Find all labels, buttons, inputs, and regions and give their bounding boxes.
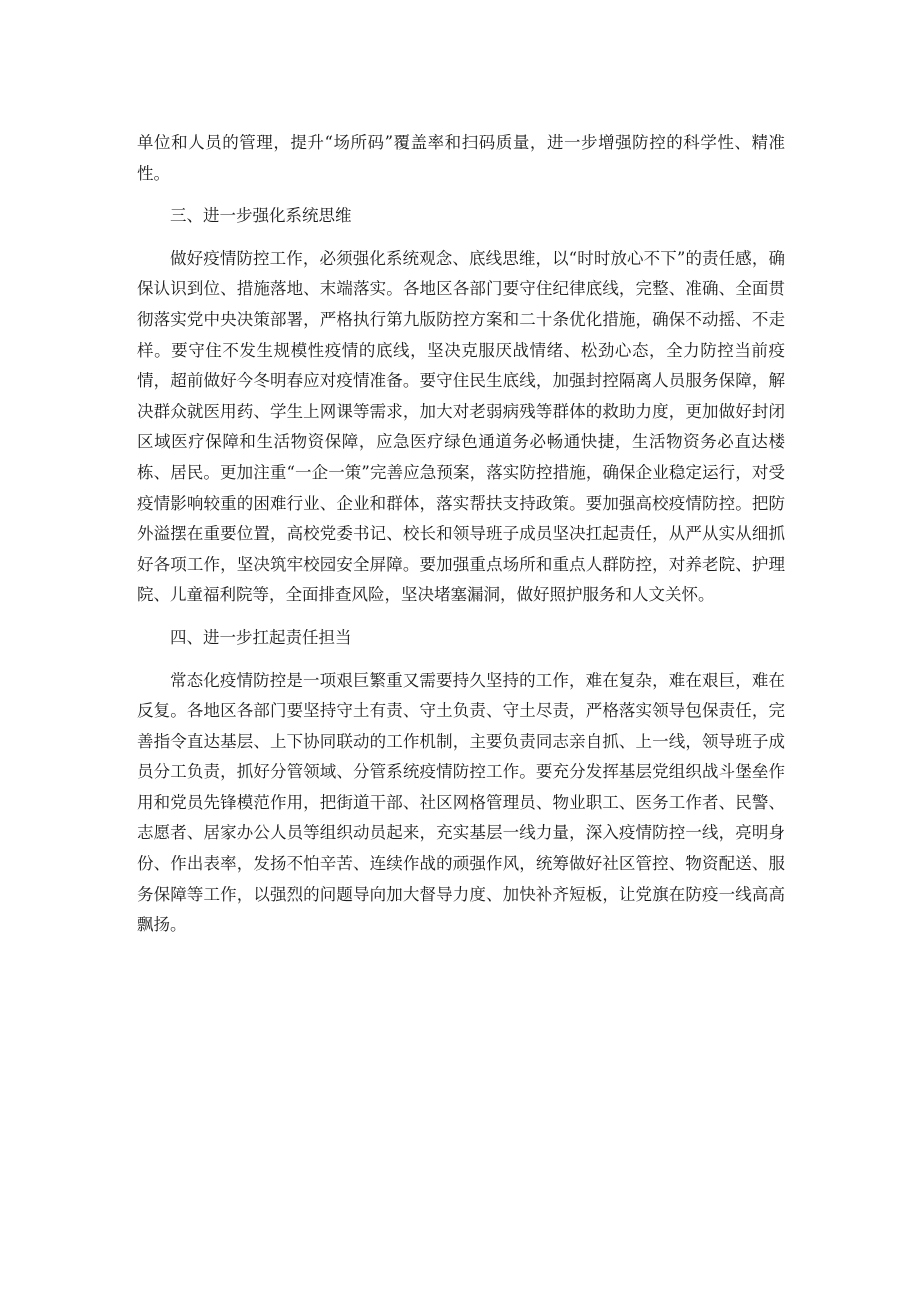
spacer (137, 654, 785, 666)
spacer (137, 232, 785, 244)
section-4-paragraph: 常态化疫情防控是一项艰巨繁重又需要持久坚持的工作，难在复杂，难在艰巨，难在反复。各地区各部门要坚持守土有责、守土负责、守土尽责，严格落实领导包保责任，完善指令直达基层、上下协同联动的工作机制，主要负责同志亲自抓、上一线，领导班子成员分工负责，抓好分管领域、分管系统疫情防控工作。要充分发挥基层党组织战斗堡垒作用和党员先锋模范作用，把街道干部、社区网格管理员、物业职工、医务工作者、民警、志愿者、居家办公人员等组织动员起来，充实基层一线力量，深入疫情防控一线，亮明身份、作出表率，发扬不怕辛苦、连续作战的顽强作风，统筹做好社区管控、物资配送、服务保障等工作，以强烈的问题导向加大督导力度、加快补齐短板，让党旗在防疫一线高高飘扬。 (137, 670, 785, 935)
continuation-paragraph: 单位和人员的管理，提升“场所码”覆盖率和扫码质量，进一步增强防控的科学性、精准性。 (137, 133, 785, 183)
spacer (137, 189, 785, 201)
section-heading-3: 三、进一步强化系统思维 (170, 206, 352, 226)
spacer (137, 611, 785, 623)
document-body (137, 128, 785, 941)
section-heading-4: 四、进一步扛起责任担当 (170, 627, 352, 647)
section-3-paragraph: 做好疫情防控工作，必须强化系统观念、底线思维，以“时时放心不下”的责任感，确保认识到位、措施落地、末端落实。各地区各部门要守住纪律底线，完整、准确、全面贯彻落实党中央决策部署，严格执行第九版防控方案和二十条优化措施，确保不动摇、不走样。要守住不发生规模性疫情的底线，坚决克服厌战情绪、松劲心态，全力防控当前疫情，超前做好今冬明春应对疫情准备。要守住民生底线，加强封控隔离人员服务保障，解决群众就医用药、学生上网课等需求，加大对老弱病残等群体的救助力度，更加做好封闭区域医疗保障和生活物资保障，应急医疗绿色通道务必畅通快捷，生活物资务必直达楼栋、居民。更加注重“一企一策”完善应急预案，落实防控措施，确保企业稳定运行，对受疫情影响较重的困难行业、企业和群体，落实帮扶支持政策。要加强高校疫情防控。把防外溢摆在重要位置，高校党委书记、校长和领导班子成员坚决扛起责任，从严从实从细抓好各项工作，坚决筑牢校园安全屏障。要加强重点场所和重点人群防控，对养老院、护理院、儿童福利院等，全面排查风险，坚决堵塞漏洞，做好照护服务和人文关怀。 (137, 248, 785, 605)
